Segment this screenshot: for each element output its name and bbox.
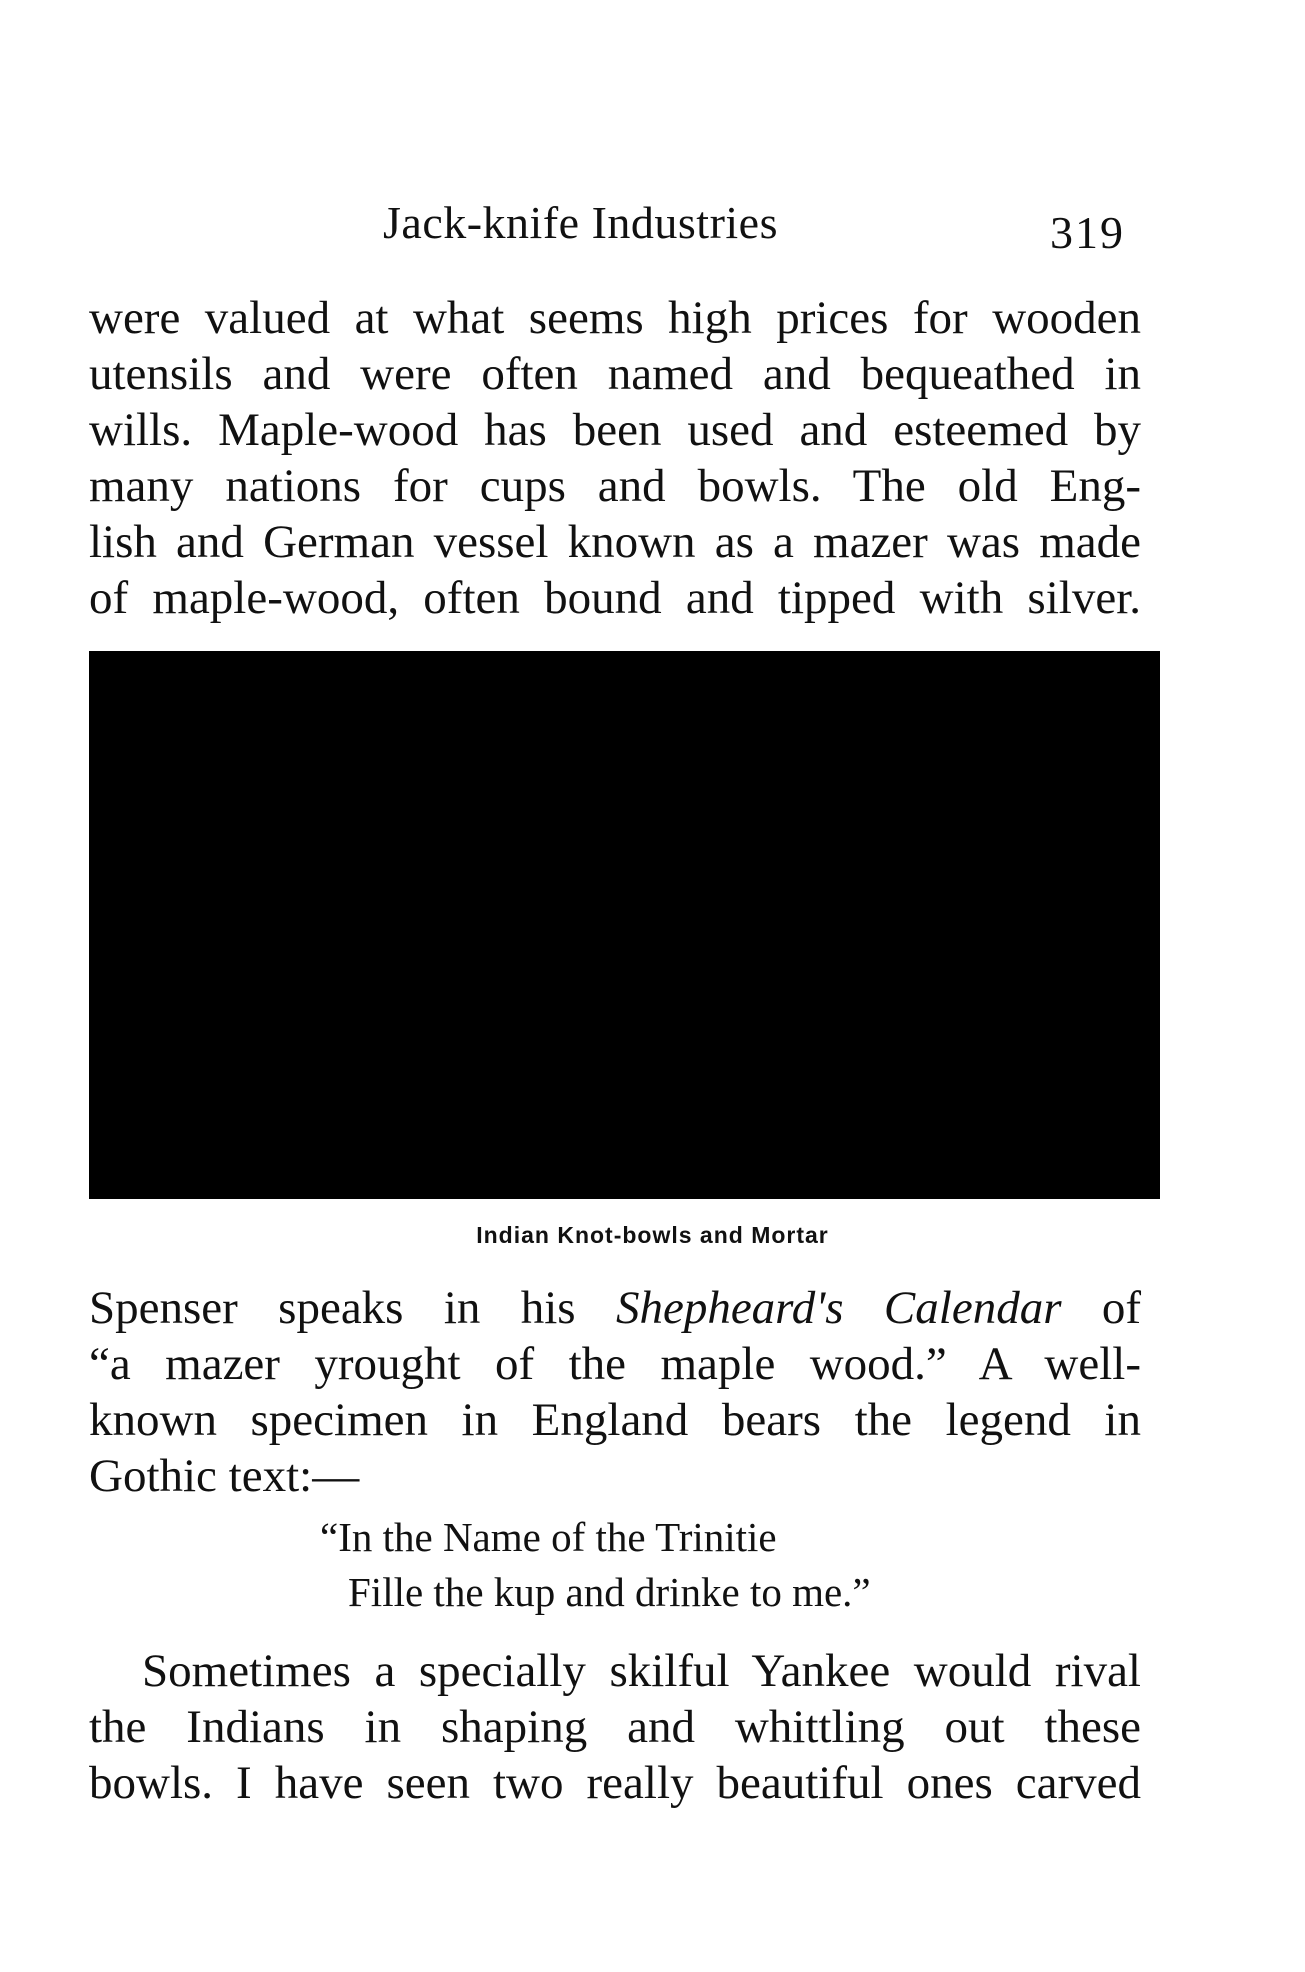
figure-image xyxy=(89,651,1160,1199)
text-line: known specimen in England bears the legend in xyxy=(89,1394,1141,1446)
verse-line: Fille the kup and drinke to me.” xyxy=(348,1569,871,1615)
text-line: wills. Maple-wood has been used and esteemed by xyxy=(89,404,1141,456)
text-line: bowls. I have seen two really beautiful ones carved xyxy=(89,1757,1141,1809)
text-line: utensils and were often named and bequeathed in xyxy=(89,348,1141,400)
text-fragment: Spenser speaks in his xyxy=(89,1282,576,1334)
text-line xyxy=(89,1280,1141,1336)
text-fragment: of xyxy=(1101,1282,1141,1334)
text-line: of maple-wood, often bound and tipped with silver. xyxy=(89,572,1141,624)
book-title: Shepheard's Calendar xyxy=(615,1282,1062,1334)
text-line: Sometimes a specially skilful Yankee would rival xyxy=(142,1645,1141,1697)
page-header xyxy=(0,196,1305,256)
text-line: the Indians in shaping and whittling out these xyxy=(89,1701,1141,1753)
text-line: many nations for cups and bowls. The old Eng- xyxy=(89,460,1141,512)
text-line: were valued at what seems high prices for wooden xyxy=(89,292,1141,344)
text-line: Gothic text:— xyxy=(89,1450,360,1502)
figure-caption: Indian Knot-bowls and Mortar xyxy=(476,1222,829,1248)
page-number: 319 xyxy=(1050,207,1125,258)
running-title: Jack-knife Industries xyxy=(383,197,778,248)
text-line: lish and German vessel known as a mazer was made xyxy=(89,516,1141,568)
text-line: “a mazer yrought of the maple wood.” A well- xyxy=(89,1338,1141,1390)
verse-line: “In the Name of the Trinitie xyxy=(320,1514,777,1560)
